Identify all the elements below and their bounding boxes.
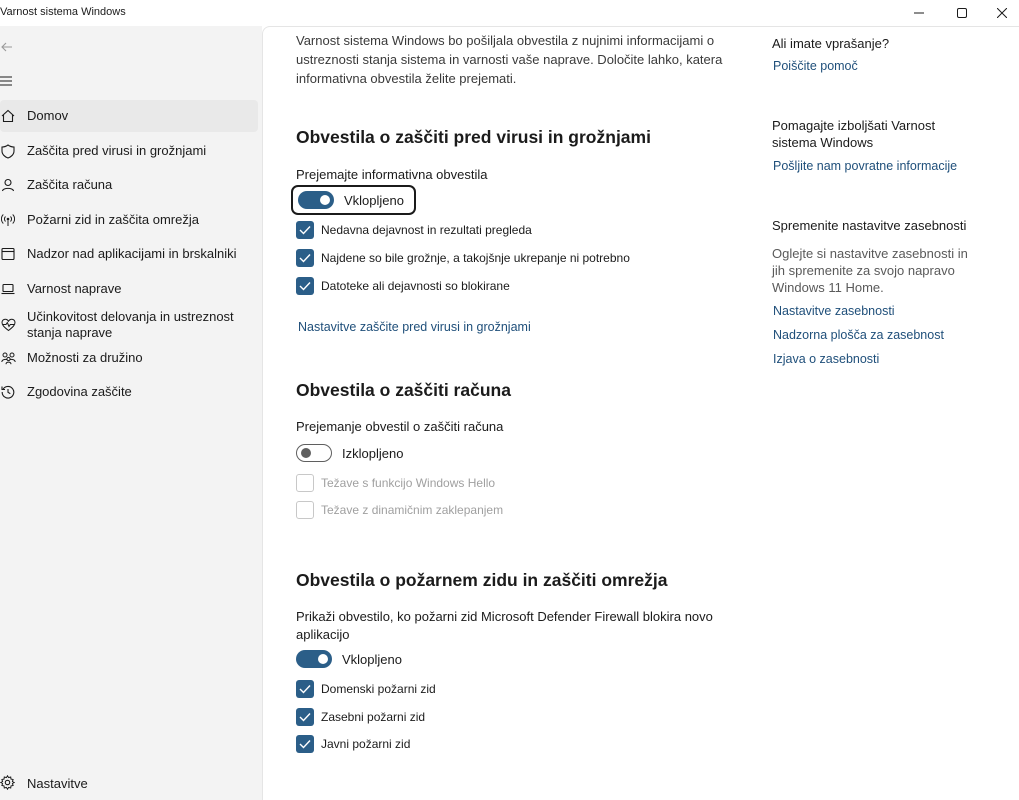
- checkmark-icon: [299, 225, 311, 235]
- close-button[interactable]: [982, 0, 1019, 26]
- toggle-switch[interactable]: [298, 191, 334, 209]
- home-icon: [0, 108, 16, 124]
- maximize-icon: [957, 8, 967, 18]
- nav-item-label: Domov: [27, 108, 69, 123]
- checkbox[interactable]: [296, 501, 314, 519]
- privacy-settings-link[interactable]: Nastavitve zasebnosti: [773, 304, 895, 318]
- minimize-icon: [914, 8, 924, 18]
- checkmark-icon: [299, 684, 311, 694]
- account-notifications-heading: Obvestila o zaščiti računa: [296, 380, 511, 400]
- nav-item-label: Varnost naprave: [27, 281, 122, 296]
- checkbox-domain-firewall[interactable]: [296, 679, 436, 699]
- checkbox[interactable]: [296, 221, 314, 239]
- history-icon: [0, 384, 16, 400]
- checkbox-dynamic-lock[interactable]: [296, 500, 503, 520]
- intro-text: Varnost sistema Windows bo pošiljala obvestila z nujnimi informacijami o ustreznosti stanja sistema in varnosti vaše naprave. Določite lahko, katera informativna obvestila želite prejemati.: [296, 33, 723, 86]
- nav-item-home[interactable]: [0, 100, 258, 132]
- shield-icon: [0, 143, 16, 159]
- close-icon: [997, 8, 1007, 18]
- toggle-label: Vklopljeno: [342, 651, 402, 667]
- checkbox-private-firewall[interactable]: [296, 707, 425, 727]
- nav-item-label: Nadzor nad aplikacijami in brskalniki: [27, 246, 237, 261]
- firewall-notifications-subheading: Prikaži obvestilo, ko požarni zid Microsoft Defender Firewall blokira novo aplikacijo: [296, 609, 713, 642]
- checkbox-label: Najdene so bile grožnje, a takojšnje ukrepanje ni potrebno: [321, 251, 630, 265]
- nav-item-label: Zaščita pred virusi in grožnjami: [27, 143, 207, 158]
- nav-item-app-browser-control[interactable]: [0, 238, 258, 270]
- nav-item-label: Učinkovitost delovanja in ustreznost stanja naprave: [27, 309, 234, 340]
- privacy-statement-link[interactable]: Izjava o zasebnosti: [773, 352, 880, 366]
- firewall-notifications-toggle[interactable]: [296, 649, 402, 669]
- checkbox-label: Nedavna dejavnost in rezultati pregleda: [321, 223, 532, 237]
- privacy-dashboard-link[interactable]: Nadzorna plošča za zasebnost: [773, 328, 944, 342]
- account-notifications-subheading: Prejemanje obvestil o zaščiti računa: [296, 419, 504, 434]
- app-window-icon: [0, 246, 16, 262]
- virus-notifications-heading: Obvestila o zaščiti pred virusi in grožnjami: [296, 127, 651, 147]
- heart-pulse-icon: [0, 317, 16, 333]
- window-title: Varnost sistema Windows: [0, 6, 126, 18]
- laptop-icon: [0, 281, 16, 297]
- toggle-switch[interactable]: [296, 444, 332, 462]
- gear-icon: [0, 775, 15, 795]
- nav-item-virus-protection[interactable]: [0, 135, 258, 167]
- minimize-button[interactable]: [899, 0, 939, 26]
- nav-item-label: Požarni zid in zaščita omrežja: [27, 212, 199, 227]
- checkbox[interactable]: [296, 680, 314, 698]
- checkbox-label: Javni požarni zid: [321, 737, 411, 751]
- checkbox-recent-activity[interactable]: [296, 220, 532, 240]
- checkbox[interactable]: [296, 249, 314, 267]
- privacy-text: Oglejte si nastavitve zasebnosti in jih spremenite za svojo napravo Windows 11 Home.: [772, 246, 968, 295]
- back-arrow-icon: [0, 40, 14, 54]
- navigation-pane: [0, 26, 262, 800]
- hamburger-icon: [0, 74, 14, 88]
- question-heading: Ali imate vprašanje?: [772, 36, 890, 51]
- title-bar: [0, 0, 1019, 26]
- nav-item-label: Zgodovina zaščite: [27, 384, 132, 399]
- checkbox-windows-hello[interactable]: [296, 473, 495, 493]
- checkmark-icon: [299, 712, 311, 722]
- nav-item-firewall[interactable]: [0, 204, 258, 236]
- checkbox-public-firewall[interactable]: [296, 734, 410, 754]
- nav-item-device-performance[interactable]: [0, 307, 258, 343]
- checkbox-label: Težave z dinamičnim zaklepanjem: [321, 503, 504, 517]
- nav-item-device-security[interactable]: [0, 273, 258, 305]
- improve-heading: Pomagajte izboljšati Varnost sistema Windows: [772, 118, 936, 150]
- back-button[interactable]: [0, 40, 16, 54]
- get-help-link[interactable]: Poiščite pomoč: [773, 59, 858, 73]
- maximize-button[interactable]: [942, 0, 982, 26]
- account-notifications-toggle[interactable]: [296, 443, 403, 463]
- nav-settings-label: Nastavitve: [27, 776, 88, 791]
- checkmark-icon: [299, 739, 311, 749]
- toggle-label: Izklopljeno: [342, 445, 404, 461]
- toggle-label: Vklopljeno: [344, 192, 404, 208]
- checkbox-label: Zasebni požarni zid: [321, 710, 426, 724]
- person-icon: [0, 177, 16, 193]
- checkbox-label: Domenski požarni zid: [321, 682, 436, 696]
- wireless-icon: [0, 212, 16, 228]
- nav-item-family-options[interactable]: [0, 342, 258, 374]
- nav-item-label: Zaščita računa: [27, 177, 113, 192]
- checkbox-label: Težave s funkcijo Windows Hello: [321, 476, 496, 490]
- privacy-heading: Spremenite nastavitve zasebnosti: [772, 218, 967, 233]
- virus-notifications-toggle[interactable]: [291, 185, 416, 215]
- virus-settings-link[interactable]: Nastavitve zaščite pred virusi in grožnjami: [298, 320, 531, 334]
- checkbox[interactable]: [296, 735, 314, 753]
- feedback-link[interactable]: Pošljite nam povratne informacije: [773, 159, 958, 173]
- checkbox-files-blocked[interactable]: [296, 276, 510, 296]
- checkbox-label: Datoteke ali dejavnosti so blokirane: [321, 279, 510, 293]
- checkmark-icon: [299, 281, 311, 291]
- firewall-notifications-heading: Obvestila o požarnem zidu in zaščiti omrežja: [296, 570, 668, 590]
- family-icon: [0, 350, 16, 366]
- virus-notifications-subheading: Prejemajte informativna obvestila: [296, 167, 488, 182]
- checkbox-threats-found[interactable]: [296, 248, 630, 268]
- checkbox[interactable]: [296, 708, 314, 726]
- toggle-switch[interactable]: [296, 650, 332, 668]
- checkbox[interactable]: [296, 474, 314, 492]
- nav-item-account-protection[interactable]: [0, 169, 258, 201]
- menu-button[interactable]: [0, 74, 16, 88]
- checkbox[interactable]: [296, 277, 314, 295]
- nav-item-protection-history[interactable]: [0, 376, 258, 408]
- nav-item-settings[interactable]: [0, 768, 258, 798]
- checkmark-icon: [299, 253, 311, 263]
- nav-item-label: Možnosti za družino: [27, 350, 143, 365]
